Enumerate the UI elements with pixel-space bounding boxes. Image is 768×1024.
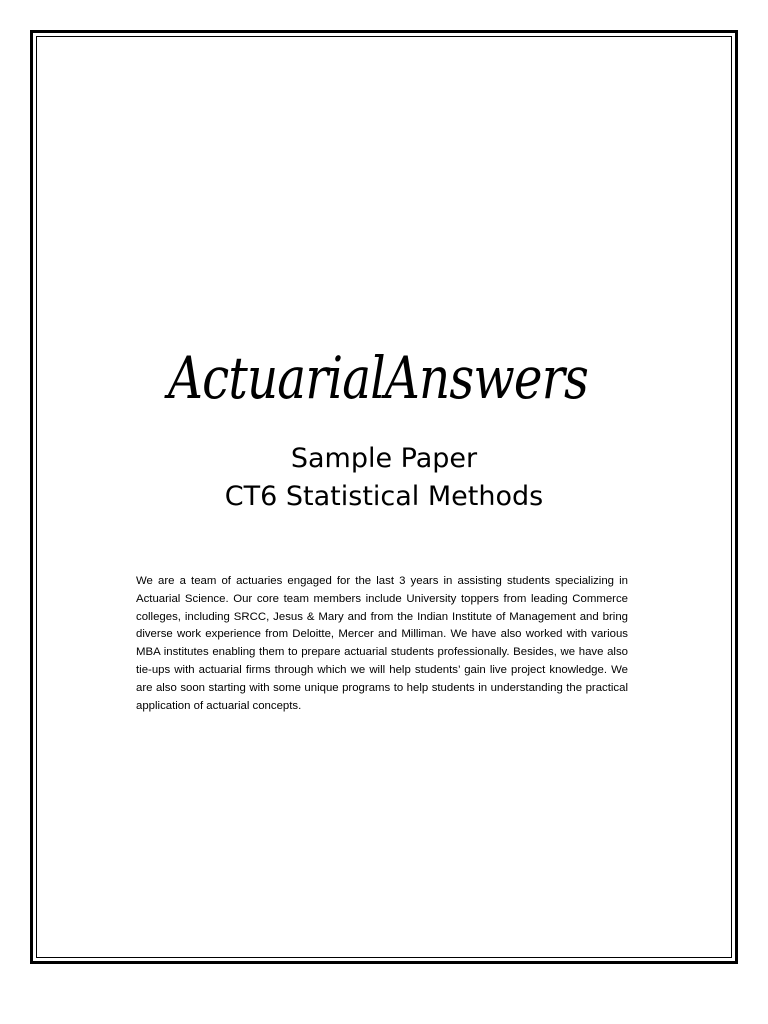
- brand-logo-text: ActuarialAnswers: [163, 344, 588, 412]
- document-title-line-1: Sample Paper: [290, 443, 478, 474]
- document-title-line-2: CT6 Statistical Methods: [224, 481, 544, 512]
- intro-paragraph: We are a team of actuaries engaged for the last 3 years in assisting students specializing in Actuarial Science. Our core team members include University toppers from leading Commerce colleges, including SRCC, Jesus & Mary and from the Indian Institute of Management and bring diverse work experience from Deloitte, Mercer and Milliman. We have also worked with various MBA institutes enabling them to prepare actuarial students professionally. Besides, we have also tie-ups with actuarial firms through which we will help students’ gain live project knowledge. We are also soon starting with some unique programs to help students in understanding the practical application of actuarial concepts.: [136, 575, 628, 712]
- title-block: [100, 440, 668, 516]
- brand-logo: [150, 328, 610, 428]
